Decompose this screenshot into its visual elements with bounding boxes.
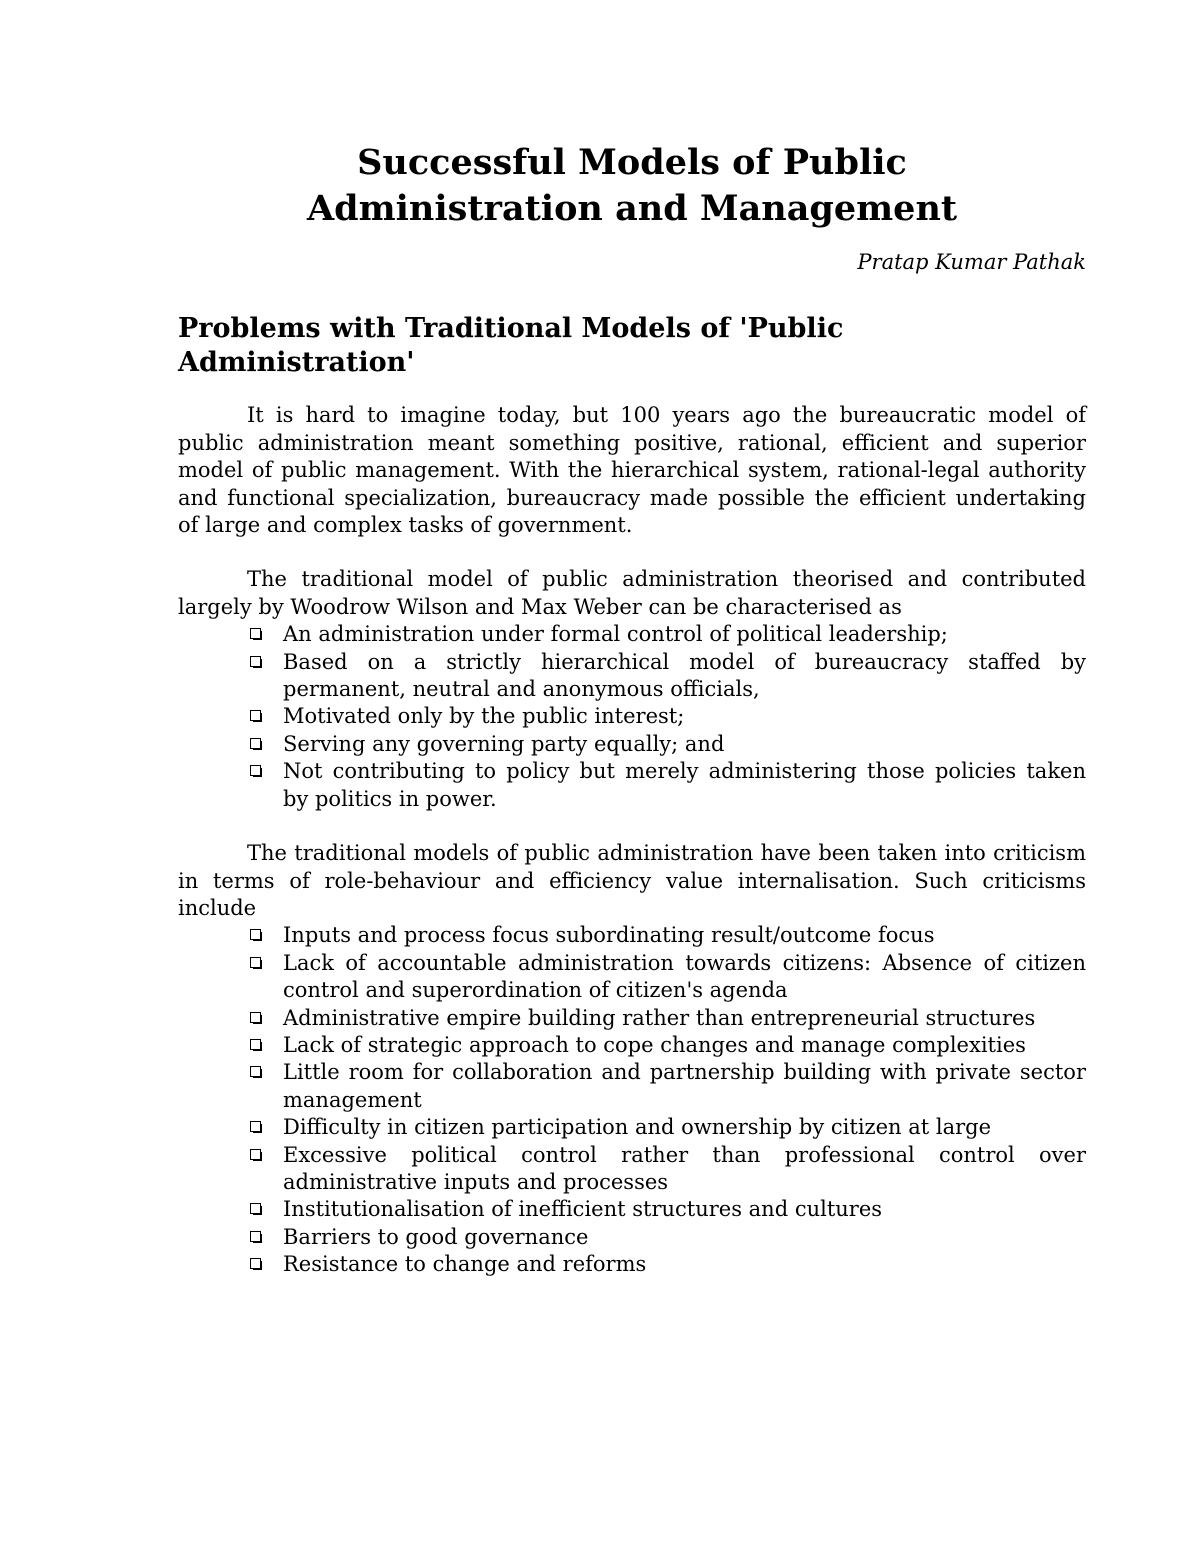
list-item-text: Inputs and process focus subordinating result/outcome focus bbox=[283, 923, 935, 948]
traditional-model-list bbox=[178, 621, 1086, 813]
checkbox-bullet-icon bbox=[250, 1121, 261, 1132]
list-item bbox=[178, 758, 1086, 813]
list-item bbox=[178, 1059, 1086, 1114]
checkbox-bullet-icon bbox=[250, 1066, 261, 1077]
criticisms-list bbox=[178, 922, 1086, 1278]
list-item-text: Little room for collaboration and partnership building with private sector management bbox=[283, 1060, 1086, 1112]
checkbox-bullet-icon bbox=[250, 1149, 261, 1160]
list-item bbox=[178, 922, 1086, 949]
checkbox-bullet-icon bbox=[250, 957, 261, 968]
list-item-text: Difficulty in citizen participation and ownership by citizen at large bbox=[283, 1115, 992, 1140]
list-item bbox=[178, 1224, 1086, 1251]
checkbox-bullet-icon bbox=[250, 1231, 261, 1242]
checkbox-bullet-icon bbox=[250, 628, 261, 639]
list-item-text: Institutionalisation of inefficient structures and cultures bbox=[283, 1197, 883, 1222]
list-item bbox=[178, 950, 1086, 1005]
section-heading-line-2: Administration' bbox=[178, 347, 415, 378]
checkbox-bullet-icon bbox=[250, 710, 261, 721]
list-item bbox=[178, 731, 1086, 758]
checkbox-bullet-icon bbox=[250, 1039, 261, 1050]
list-item bbox=[178, 1032, 1086, 1059]
list-item-text: Barriers to good governance bbox=[283, 1224, 589, 1249]
list-item-text: Lack of strategic approach to cope changes and manage complexities bbox=[283, 1032, 1026, 1057]
list-item-text: Lack of accountable administration towards citizens: Absence of citizen control and superordination of citizen's agenda bbox=[283, 950, 1086, 1003]
list-item bbox=[178, 1114, 1086, 1141]
document-page bbox=[178, 140, 1086, 1279]
list-item-text: Motivated only by the public interest; bbox=[283, 704, 685, 729]
list-item bbox=[178, 1005, 1086, 1032]
checkbox-bullet-icon bbox=[250, 656, 261, 667]
list-item bbox=[178, 1142, 1086, 1197]
checkbox-bullet-icon bbox=[250, 1203, 261, 1214]
list-item bbox=[178, 703, 1086, 730]
paragraph-3: The traditional models of public administration have been taken into criticism in terms of role-behaviour and efficiency value internalisation. Such criticisms include bbox=[178, 841, 1086, 920]
document-title bbox=[178, 140, 1086, 232]
paragraph-2: The traditional model of public administration theorised and contributed largely by Woodrow Wilson and Max Weber can be characterised as bbox=[178, 567, 1086, 619]
list-item-text: Excessive political control rather than professional control over administrative inputs and processes bbox=[283, 1142, 1086, 1194]
list-item bbox=[178, 649, 1086, 704]
list-item-text: Serving any governing party equally; and bbox=[283, 731, 725, 756]
list-item-text: Administrative empire building rather than entrepreneurial structures bbox=[283, 1005, 1036, 1030]
checkbox-bullet-icon bbox=[250, 1012, 261, 1023]
checkbox-bullet-icon bbox=[250, 1258, 261, 1269]
title-line-1: Successful Models of Public bbox=[357, 142, 907, 183]
checkbox-bullet-icon bbox=[250, 929, 261, 940]
section-heading-line-1: Problems with Traditional Models of 'Public bbox=[178, 313, 844, 344]
list-item-text: An administration under formal control of political leadership; bbox=[283, 622, 948, 647]
list-item-text: Based on a strictly hierarchical model of bureaucracy staffed by permanent, neutral and anonymous officials, bbox=[283, 649, 1086, 702]
list-item bbox=[178, 1196, 1086, 1223]
list-item bbox=[178, 621, 1086, 648]
paragraph-1: It is hard to imagine today, but 100 years ago the bureaucratic model of public administration meant something positive, rational, efficient and superior model of public management. With the hierarchical system, rational-legal authority and functional specialization, bureaucracy made possible the efficient undertaking of large and complex tasks of government. bbox=[178, 403, 1086, 538]
checkbox-bullet-icon bbox=[250, 738, 261, 749]
list-item-text: Not contributing to policy but merely administering those policies taken by politics in power. bbox=[283, 759, 1086, 811]
author-name: Pratap Kumar Pathak bbox=[857, 250, 1086, 274]
checkbox-bullet-icon bbox=[250, 765, 261, 776]
list-item-text: Resistance to change and reforms bbox=[283, 1252, 647, 1277]
section-heading bbox=[178, 312, 1086, 380]
list-item bbox=[178, 1251, 1086, 1278]
title-line-2: Administration and Management bbox=[306, 188, 958, 229]
